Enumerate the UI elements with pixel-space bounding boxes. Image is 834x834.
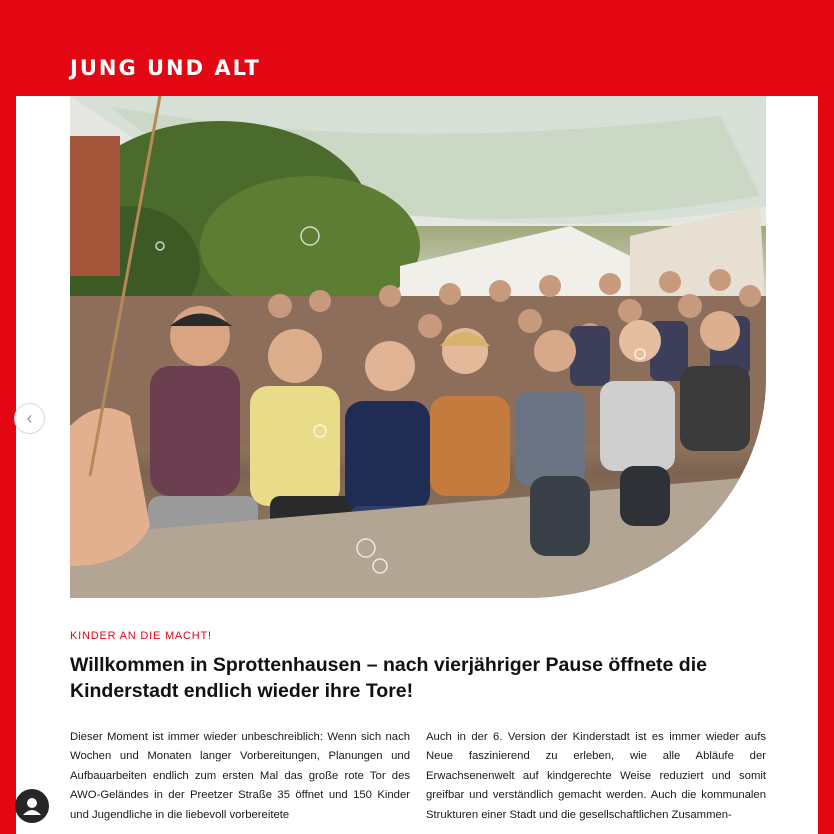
article-kicker: KINDER AN DIE MACHT! [70, 630, 212, 642]
article-photo [70, 96, 766, 598]
article-headline: Willkommen in Sprottenhausen – nach vierjähriger Pause öffnete die Kinderstadt endlich wieder ihre Tore! [70, 654, 707, 702]
article-column-right: Auch in der 6. Version der Kinderstadt ist es immer wieder aufs Neue faszinierend zu erleben, wie alle Abläufe der Erwachsenenwelt auf kindgerechte Weise reduziert und somit greifbar und verständlich gemacht werden. Auch die kommunalen Strukturen einer Stadt und die gesellschaftlichen Zusammen- [426, 731, 766, 821]
previous-slide-button[interactable] [14, 403, 45, 434]
profile-avatar[interactable] [15, 789, 49, 823]
user-icon [15, 789, 49, 823]
article-column-left: Dieser Moment ist immer wieder unbeschreiblich: Wenn sich nach Wochen und Monaten langer Vorbereitungen, Planungen und Aufbauarbeiten endlich zum ersten Mal das große rote Tor des AWO-Geländes in der Preetzer Straße 35 öffnet und 150 Kinder und Jugendliche in die liebevoll vorbereitete [70, 731, 410, 821]
chevron-left-icon: ‹ [26, 408, 33, 428]
magazine-page [16, 96, 818, 834]
section-title: JUNG UND ALT [70, 56, 261, 80]
